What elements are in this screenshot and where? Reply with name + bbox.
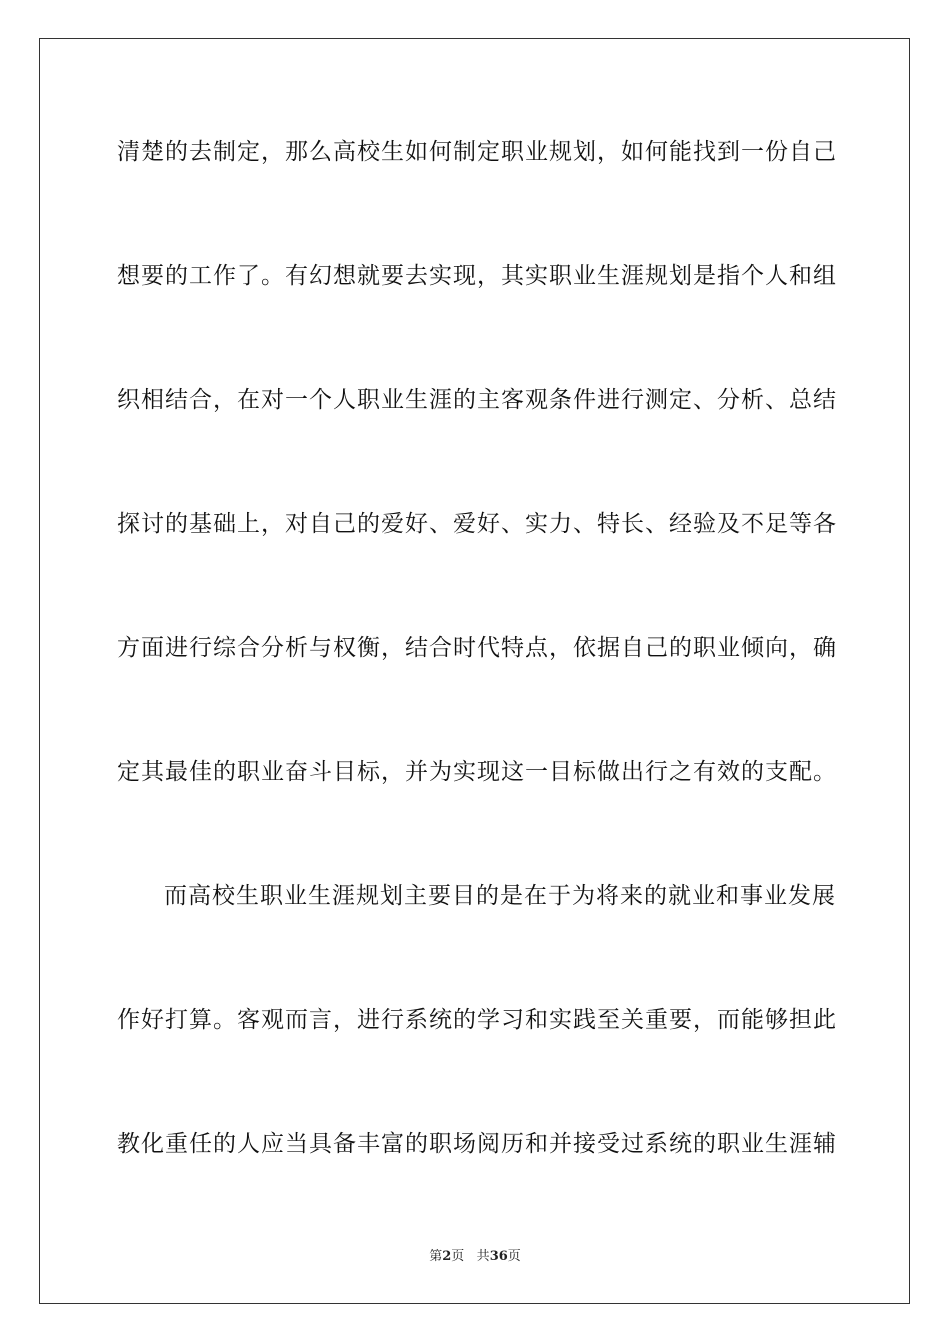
total-pages: 36 (489, 1249, 508, 1264)
text-line: 想要的工作了。有幻想就要去实现，其实职业生涯规划是指个人和组 (117, 263, 837, 289)
text-line: 方面进行综合分析与权衡，结合时代特点，依据自己的职业倾向，确 (117, 635, 837, 661)
text-line: 教化重任的人应当具备丰富的职场阅历和并接受过系统的职业生涯辅 (117, 1131, 837, 1157)
page-border (39, 38, 910, 1304)
total-prefix: 共 (476, 1249, 490, 1264)
page-prefix: 第 (429, 1249, 443, 1264)
page-footer (0, 1248, 950, 1266)
text-line: 作好打算。客观而言，进行系统的学习和实践至关重要，而能够担此 (117, 1007, 837, 1033)
paragraph-first-line: 而高校生职业生涯规划主要目的是在于为将来的就业和事业发展 (164, 883, 836, 909)
text-line: 定其最佳的职业奋斗目标，并为实现这一目标做出行之有效的支配。 (117, 759, 837, 785)
total-suffix: 页 (507, 1249, 521, 1264)
text-line: 清楚的去制定，那么高校生如何制定职业规划，如何能找到一份自己 (117, 139, 837, 165)
page-suffix: 页 (451, 1249, 465, 1264)
page-number: 2 (442, 1249, 452, 1264)
text-line: 织相结合，在对一个人职业生涯的主客观条件进行测定、分析、总结 (117, 387, 837, 413)
text-line: 探讨的基础上，对自己的爱好、爱好、实力、特长、经验及不足等各 (117, 511, 837, 537)
